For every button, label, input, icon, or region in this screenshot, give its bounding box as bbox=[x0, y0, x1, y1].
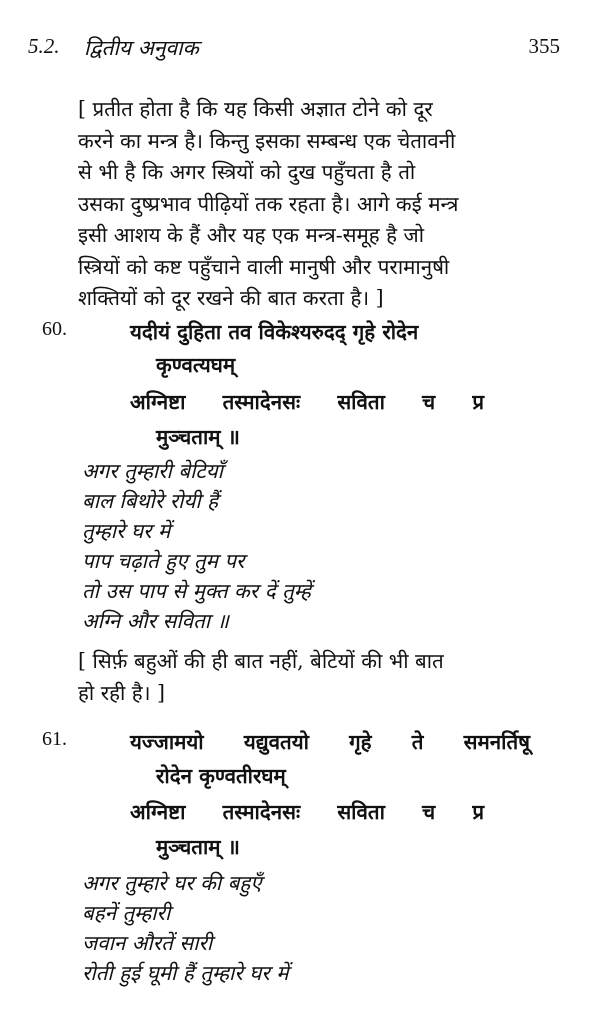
translation-line: जवान औरतें सारी bbox=[82, 931, 213, 955]
note-line: [ सिर्फ़ बहुओं की ही बात नहीं, बेटियों की भी बात bbox=[78, 649, 444, 673]
note-line: से भी है कि अगर स्त्रियों को दुख पहुँचता है तो bbox=[78, 160, 416, 184]
verse-line: रोदेन कृण्वतीरघम् bbox=[156, 764, 286, 788]
note-line: करने का मन्त्र है। किन्तु इसका सम्बन्ध एक चेतावनी bbox=[78, 128, 456, 153]
translation-60 bbox=[82, 456, 311, 636]
running-header bbox=[28, 34, 560, 66]
page-number: 355 bbox=[528, 34, 560, 58]
note-line: इसी आशय के हैं और यह एक मन्त्र-समूह है जो bbox=[78, 223, 425, 247]
verse-line: मुञ्चताम् ॥ bbox=[156, 425, 240, 449]
translation-line: अग्नि और सविता ॥ bbox=[82, 609, 229, 633]
verse-line bbox=[130, 388, 484, 416]
translation-line: बहनें तुम्हारी bbox=[82, 901, 171, 925]
verse-word: समनर्तिषू bbox=[463, 730, 530, 754]
verse-word: तस्मादेनसः bbox=[222, 390, 301, 414]
verse-line: कृण्वत्यघम् bbox=[156, 353, 236, 377]
verse-number: 60. bbox=[42, 318, 67, 340]
verse-number: 61. bbox=[42, 728, 67, 750]
translation-line: तो उस पाप से मुक्त कर दें तुम्हें bbox=[82, 579, 311, 603]
translation-61 bbox=[82, 868, 289, 988]
translation-line: अगर तुम्हारी बेटियाँ bbox=[82, 459, 223, 483]
note-line: उसका दुष्प्रभाव पीढ़ियों तक रहता है। आगे कई मन्त्र bbox=[78, 191, 459, 216]
verse-word: प्र bbox=[472, 390, 484, 414]
note-line: शक्तियों को दूर रखने की बात करता है। ] bbox=[78, 286, 384, 310]
verse-line: यदीयं दुहिता तव विकेश्यरुदद् गृहे रोदेन bbox=[130, 320, 419, 344]
verse-line: मुञ्चताम् ॥ bbox=[156, 835, 240, 859]
translation-line: तुम्हारे घर में bbox=[82, 519, 171, 543]
commentary-note-1 bbox=[78, 94, 561, 315]
note-line: स्त्रियों को कष्ट पहुँचाने वाली मानुषी और परामानुषी bbox=[78, 254, 450, 279]
verse-word: तस्मादेनसः bbox=[222, 800, 301, 824]
verse-word: प्र bbox=[472, 800, 484, 824]
chapter-title: द्वितीय अनुवाक bbox=[84, 36, 199, 60]
section-number: 5.2. bbox=[28, 34, 60, 58]
note-line: हो रही है। ] bbox=[78, 680, 165, 705]
note-line: [ प्रतीत होता है कि यह किसी अज्ञात टोने को दूर bbox=[78, 97, 433, 121]
verse-word: अग्निष्टा bbox=[130, 390, 186, 414]
translation-line: अगर तुम्हारे घर की बहुएँ bbox=[82, 871, 262, 895]
verse-word: गृहे bbox=[349, 730, 372, 754]
translation-line: रोती हुई घूमी हैं तुम्हारे घर में bbox=[82, 961, 289, 985]
commentary-note-2 bbox=[78, 646, 561, 709]
verse-word: च bbox=[422, 800, 436, 824]
verse-word: सविता bbox=[337, 390, 385, 414]
translation-line: पाप चढ़ाते हुए तुम पर bbox=[82, 549, 245, 573]
verse-line bbox=[130, 798, 484, 826]
translation-line: बाल बिथोरे रोयी हैं bbox=[82, 489, 219, 513]
verse-word: सविता bbox=[337, 800, 385, 824]
verse-word: अग्निष्टा bbox=[130, 800, 186, 824]
verse-word: च bbox=[422, 390, 436, 414]
verse-line bbox=[130, 728, 530, 756]
verse-word: यद्युवतयो bbox=[243, 730, 309, 754]
verse-word: ते bbox=[411, 730, 424, 754]
verse-word: यज्जामयो bbox=[130, 730, 204, 754]
